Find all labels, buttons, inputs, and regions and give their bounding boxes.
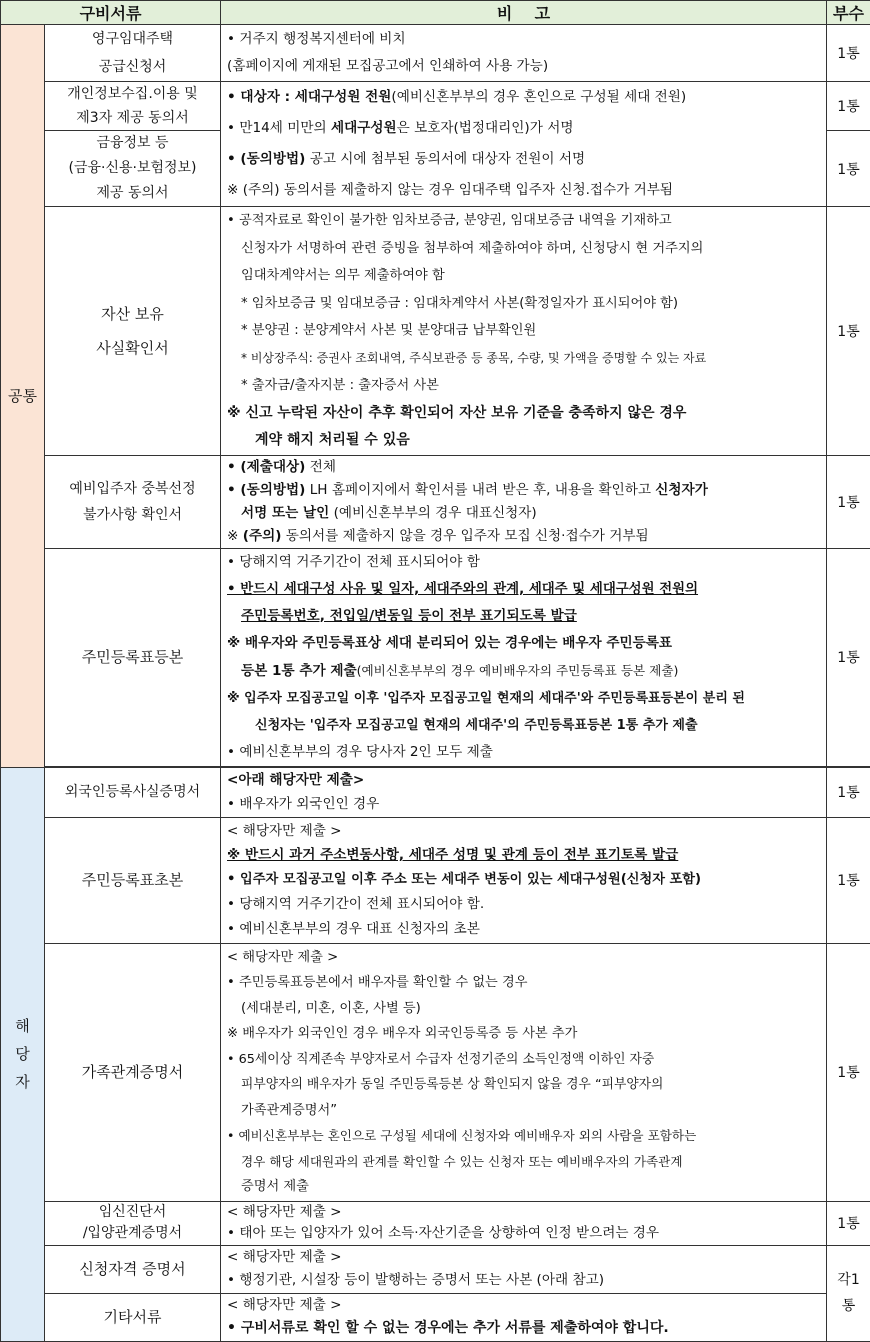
doc-name: 기타서류 bbox=[45, 1293, 221, 1341]
doc-note: < 해당자만 제출 > • 행정기관, 시설장 등이 발행하는 증명서 또는 사본 (아래 참고) bbox=[221, 1245, 827, 1293]
table-row bbox=[1, 548, 870, 766]
header-docs: 구비서류 bbox=[1, 1, 221, 25]
doc-name: 임신진단서 /입양관계증명서 bbox=[45, 1201, 221, 1245]
doc-name: 금융정보 등 (금융·신용·보험정보) 제공 동의서 bbox=[45, 131, 221, 207]
doc-note: < 해당자만 제출 > ※ 반드시 과거 주소변동사항, 세대주 성명 및 관계 등이 전부 표기토록 발급 • 입주자 모집공고일 이후 주소 또는 세대주 변동이 있는 세대구성원(신청자 포함) • 당해지역 거주기간이 전체 표시되어야 함. • 예비신혼부부의 경우 대표 신청자의 초본 bbox=[221, 817, 827, 943]
doc-copies: 1통 bbox=[827, 25, 870, 82]
doc-note: < 해당자만 제출 > • 구비서류로 확인 할 수 없는 경우에는 추가 서류를 제출하여야 합니다. bbox=[221, 1293, 827, 1341]
doc-copies: 1통 bbox=[827, 455, 870, 548]
doc-name: 신청자격 증명서 bbox=[45, 1245, 221, 1293]
table-row bbox=[1, 207, 870, 456]
doc-name: 개인정보수집.이용 및 제3자 제공 동의서 bbox=[45, 82, 221, 131]
doc-note: < 해당자만 제출 > • 주민등록표등본에서 배우자를 확인할 수 없는 경우 (세대분리, 미혼, 이혼, 사별 등) ※ 배우자가 외국인인 경우 배우자 외국인등록증 등 사본 추가 • 65세이상 직계존속 부양자로서 수급자 선정기준의 소득인정액 이하인 자중 피부양자의 배우자가 동일 주민등록등본 상 확인되지 않을 경우 “피부양자의 가족관계증명서” • 예비신혼부부는 혼인으로 구성될 세대에 신청자와 예비배우자 외의 사람을 포함하는 경우 해당 세대원과의 관계를 확인할 수 있는 신청자 또는 예비배우자의 가족관계 증명서 제출 bbox=[221, 943, 827, 1201]
doc-note: • 당해지역 거주기간이 전체 표시되어야 함 • 반드시 세대구성 사유 및 일자, 세대주와의 관계, 세대주 및 세대구성원 전원의 주민등록번호, 전입일/변동일 등이 전부 표기되도록 발급 ※ 배우자와 주민등록표상 세대 분리되어 있는 경우에는 배우자 주민등록표 등본 1통 추가 제출(예비신혼부부의 경우 예비배우자의 주민등록표 등본 제출) ※ 입주자 모집공고일 이후 '입주자 모집공고일 현재의 세대주'와 주민등록표등본이 분리 된 신청자는 '입주자 모집공고일 현재의 세대주'의 주민등록표등본 1통 추가 제출 • 예비신혼부부의 경우 당사자 2인 모두 제출 bbox=[221, 548, 827, 766]
table-row bbox=[1, 82, 870, 131]
header-copies: 부수 bbox=[827, 1, 870, 25]
table-row bbox=[1, 455, 870, 548]
doc-name: 주민등록표등본 bbox=[45, 548, 221, 766]
common-section-label: 공통 bbox=[1, 25, 45, 768]
doc-name: 주민등록표초본 bbox=[45, 817, 221, 943]
doc-note: • 공적자료로 확인이 불가한 임차보증금, 분양권, 임대보증금 내역을 기재하고 신청자가 서명하여 관련 증빙을 첨부하여 제출하여야 하며, 신청당시 현 거주지의 임대차계약서는 의무 제출하여야 함 * 임차보증금 및 임대보증금 : 임대차계약서 사본(확정일자가 표시되어야 함) * 분양권 : 분양계약서 사본 및 분양대금 납부확인원 * 비상장주식: 증권사 조회내역, 주식보관증 등 종목, 수량, 및 가액을 증명할 수 있는 자료 * 출자금/출자지분 : 출자증서 사본 ※ 신고 누락된 자산이 추후 확인되어 자산 보유 기준을 충족하지 않은 경우 계약 해지 처리될 수 있음 bbox=[221, 207, 827, 456]
table-row bbox=[1, 943, 870, 1201]
doc-copies: 1통 bbox=[827, 131, 870, 207]
doc-copies: 1통 bbox=[827, 943, 870, 1201]
doc-name: 예비입주자 중복선정 불가사항 확인서 bbox=[45, 455, 221, 548]
doc-name: 가족관계증명서 bbox=[45, 943, 221, 1201]
header-row bbox=[1, 1, 870, 25]
doc-name: 외국인등록사실증명서 bbox=[45, 767, 221, 817]
table-row bbox=[1, 817, 870, 943]
doc-copies: 1통 bbox=[827, 1201, 870, 1245]
table-row bbox=[1, 767, 870, 817]
doc-note: <아래 해당자만 제출> • 배우자가 외국인인 경우 bbox=[221, 767, 827, 817]
doc-note: • 대상자 : 세대구성원 전원(예비신혼부부의 경우 혼인으로 구성될 세대 전원) • 만14세 미만의 세대구성원은 보호자(법정대리인)가 서명 • (동의방법) 공고 시에 첨부된 동의서에 대상자 전원이 서명 ※ (주의) 동의서를 제출하지 않는 경우 임대주택 입주자 신청.접수가 거부됨 bbox=[221, 82, 827, 207]
doc-note: < 해당자만 제출 > • 태아 또는 입양자가 있어 소득·자산기준을 상향하여 인정 받으려는 경우 bbox=[221, 1201, 827, 1245]
table-row bbox=[1, 1245, 870, 1293]
doc-name: 영구임대주택 공급신청서 bbox=[45, 25, 221, 82]
doc-note: • 거주지 행정복지센터에 비치 (홈페이지에 게재된 모집공고에서 인쇄하여 사용 가능) bbox=[221, 25, 827, 82]
table-row bbox=[1, 25, 870, 82]
doc-copies: 1통 bbox=[827, 82, 870, 131]
doc-note: • (제출대상) 전체 • (동의방법) LH 홈페이지에서 확인서를 내려 받은 후, 내용을 확인하고 신청자가 서명 또는 날인 (예비신혼부부의 경우 대표신청자) ※ (주의) 동의서를 제출하지 않을 경우 입주자 모집 신청·접수가 거부됨 bbox=[221, 455, 827, 548]
table-row bbox=[1, 1293, 870, 1341]
doc-copies: 1통 bbox=[827, 207, 870, 456]
header-notes: 비 고 bbox=[221, 1, 827, 25]
doc-copies: 1통 bbox=[827, 548, 870, 766]
doc-copies: 1통 bbox=[827, 817, 870, 943]
doc-name: 자산 보유 사실확인서 bbox=[45, 207, 221, 456]
doc-copies: 각1 통 bbox=[827, 1245, 870, 1341]
applicable-section-label: 해 당 자 bbox=[1, 767, 45, 1341]
table-row bbox=[1, 1201, 870, 1245]
doc-copies: 1통 bbox=[827, 767, 870, 817]
